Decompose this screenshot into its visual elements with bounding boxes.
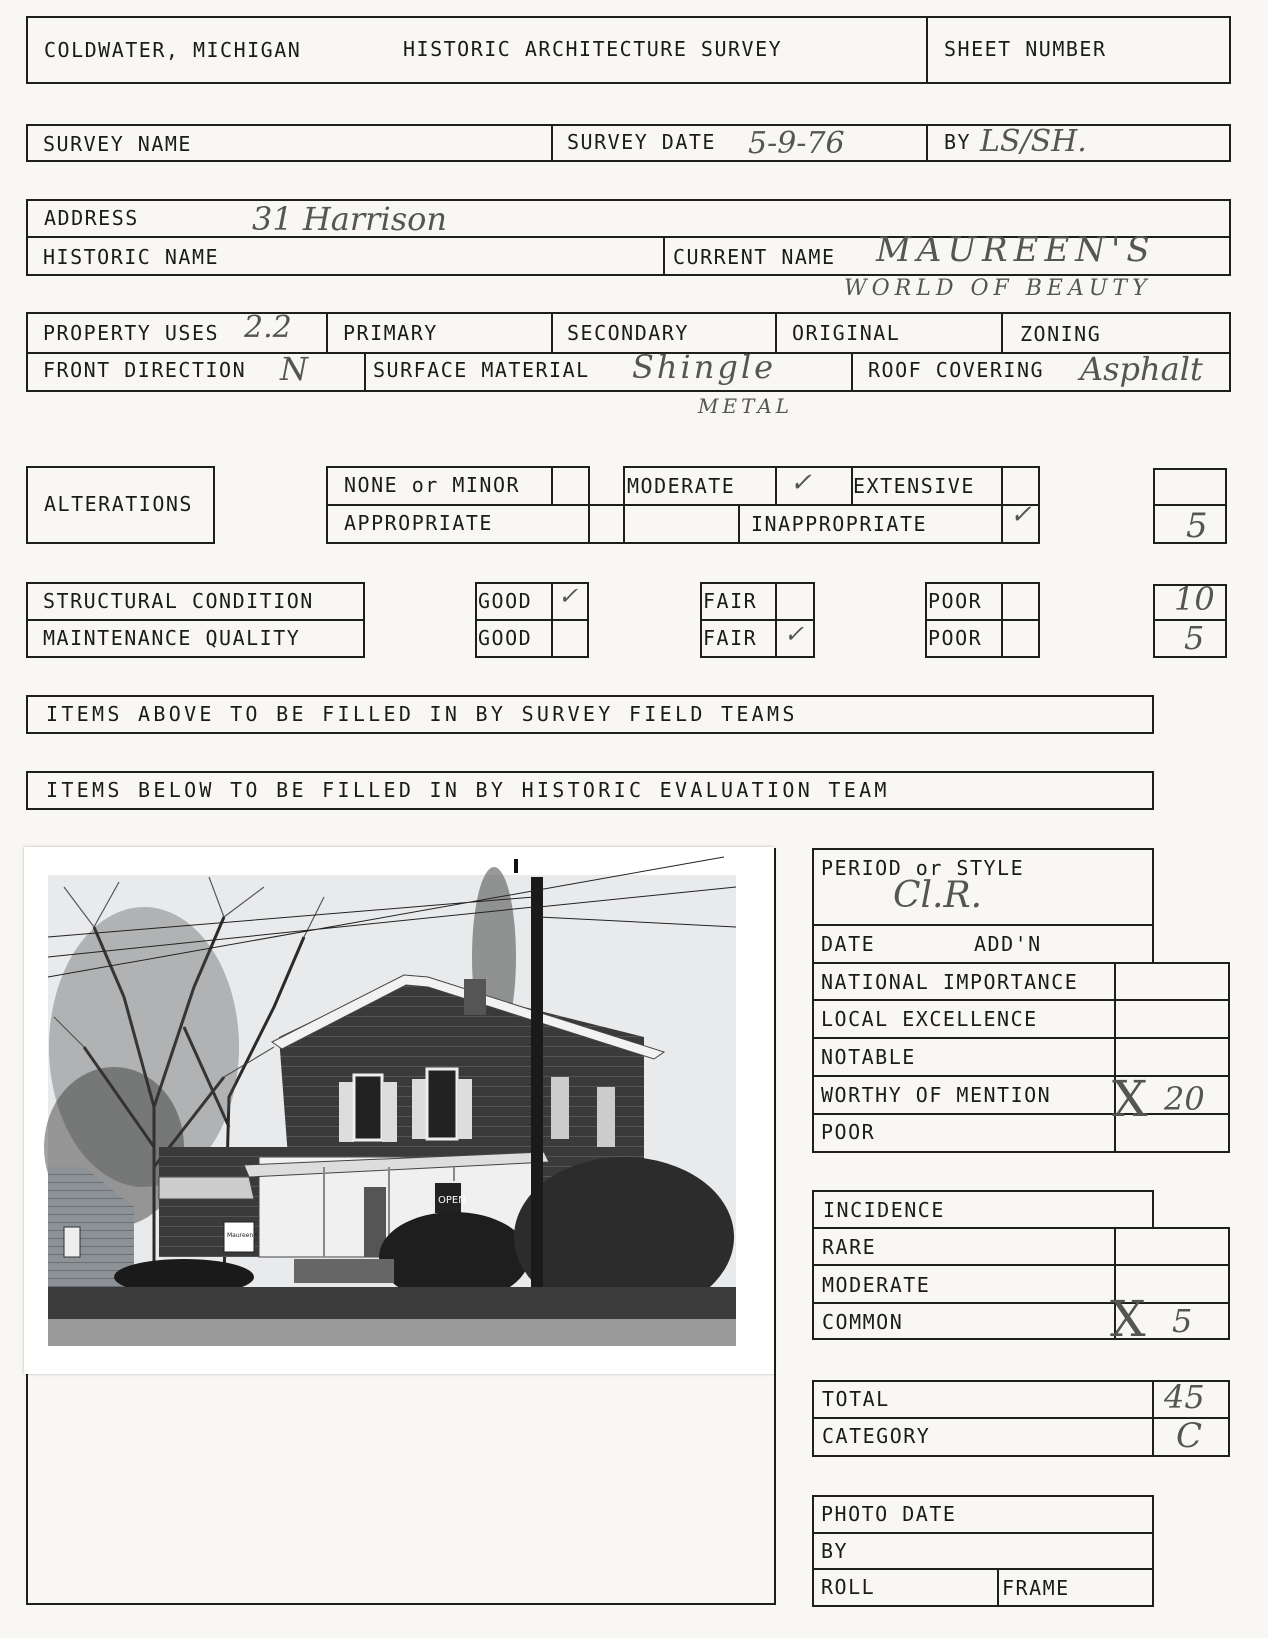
primary-label: PRIMARY xyxy=(343,321,438,345)
secondary-label: SECONDARY xyxy=(567,321,689,345)
period-style-label: PERIOD or STYLE xyxy=(821,856,1025,880)
local-excellence-label: LOCAL EXCELLENCE xyxy=(821,1007,1038,1031)
common-label: COMMON xyxy=(822,1310,904,1334)
photo-by-label: BY xyxy=(821,1539,849,1563)
worthy-mark: X xyxy=(1112,1070,1148,1128)
front-direction-label: FRONT DIRECTION xyxy=(43,358,247,382)
property-mid-line xyxy=(26,352,1231,354)
address-label: ADDRESS xyxy=(44,206,139,230)
property-div3 xyxy=(775,312,777,352)
totals-mid xyxy=(812,1417,1230,1419)
alt-v5 xyxy=(775,466,777,506)
survey-title: HISTORIC ARCHITECTURE SURVEY xyxy=(403,37,783,61)
incidence-label: INCIDENCE xyxy=(823,1198,945,1222)
inc-l3 xyxy=(812,1302,1230,1304)
note-above-top xyxy=(26,695,1154,697)
rare-label: RARE xyxy=(822,1235,877,1259)
property-div4 xyxy=(1001,312,1003,352)
eval-l4 xyxy=(812,1037,1230,1039)
note-below-top xyxy=(26,771,1154,773)
good-label-2: GOOD xyxy=(478,626,533,650)
appropriate-label: APPROPRIATE xyxy=(344,511,493,535)
inc-moderate-label: MODERATE xyxy=(822,1273,931,1297)
note-above: ITEMS ABOVE TO BE FILLED IN BY SURVEY FIELD TEAMS xyxy=(46,702,798,726)
period-style-value: Cl.R. xyxy=(893,875,983,916)
house-photo-image xyxy=(24,847,774,1374)
eval-right xyxy=(1228,962,1230,1153)
inc-right xyxy=(1228,1227,1230,1340)
surface-material-value: Shingle xyxy=(632,348,777,386)
eval-poor-label: POOR xyxy=(821,1120,876,1144)
none-minor-label: NONE or MINOR xyxy=(344,473,521,497)
photo-frame-right xyxy=(774,848,776,1605)
inappropriate-check: ✓ xyxy=(1010,500,1032,530)
alt-v7 xyxy=(738,504,740,544)
inc-l1 xyxy=(812,1227,1230,1229)
fair-v xyxy=(775,582,777,658)
totals-col xyxy=(1152,1380,1154,1457)
photo-info-l1 xyxy=(812,1532,1154,1534)
note-below: ITEMS BELOW TO BE FILLED IN BY HISTORIC EVALUATION TEAM xyxy=(46,778,890,802)
eval-top xyxy=(812,848,1154,850)
current-name-value-2: WORLD OF BEAUTY xyxy=(844,276,1152,301)
city-title: COLDWATER, MICHIGAN xyxy=(44,38,302,62)
alt-v2 xyxy=(551,466,553,506)
fair-label-1: FAIR xyxy=(703,589,758,613)
good-v xyxy=(551,582,553,658)
address-value: 31 Harrison xyxy=(252,200,447,238)
property-div6 xyxy=(851,352,853,392)
survey-date-value: 5-9-76 xyxy=(748,126,845,161)
photo-frame-bottom xyxy=(26,1603,776,1605)
alterations-score: 5 xyxy=(1186,506,1208,546)
eval-bottom xyxy=(812,1151,1230,1153)
structural-score: 10 xyxy=(1174,580,1215,618)
poor-label-1: POOR xyxy=(928,589,983,613)
moderate-check: ✓ xyxy=(790,468,812,498)
photo-info-div xyxy=(997,1568,999,1607)
alt-v3 xyxy=(588,466,590,544)
national-importance-label: NATIONAL IMPORTANCE xyxy=(821,970,1079,994)
note-above-left xyxy=(26,695,28,734)
cond-label-mid xyxy=(26,619,365,621)
front-direction-value: N xyxy=(280,350,308,388)
roof-covering-value: Asphalt xyxy=(1080,350,1203,388)
notable-label: NOTABLE xyxy=(821,1045,916,1069)
alt-v8 xyxy=(1001,466,1003,544)
worthy-score: 20 xyxy=(1164,1080,1205,1118)
extensive-label: EXTENSIVE xyxy=(853,474,975,498)
worthy-of-mention-label: WORTHY OF MENTION xyxy=(821,1083,1052,1107)
moderate-label: MODERATE xyxy=(627,474,736,498)
survey-date-label: SURVEY DATE xyxy=(567,130,716,154)
category-value: C xyxy=(1176,1416,1203,1456)
alt-mid xyxy=(326,504,1040,506)
inappropriate-label: INAPPROPRIATE xyxy=(751,512,928,536)
good-label-1: GOOD xyxy=(478,589,533,613)
eval-l1 xyxy=(812,924,1154,926)
header-divider xyxy=(926,16,928,84)
alt-bottom xyxy=(326,542,1040,544)
eval-right-top xyxy=(1152,848,1154,963)
alt-v1 xyxy=(326,466,328,544)
good-mid xyxy=(475,619,589,621)
photo-date-label: PHOTO DATE xyxy=(821,1502,957,1526)
common-score: 5 xyxy=(1172,1302,1193,1340)
note-above-bottom xyxy=(26,732,1154,734)
poor-mid xyxy=(925,619,1040,621)
eval-l3 xyxy=(812,999,1230,1001)
open-sign: OPEN xyxy=(438,1195,466,1206)
poor-label-2: POOR xyxy=(928,626,983,650)
note-below-left xyxy=(26,771,28,810)
roll-label: ROLL xyxy=(821,1575,876,1599)
photo-info-l2 xyxy=(812,1568,1154,1570)
current-name-value: MAUREEN'S xyxy=(876,230,1156,270)
structural-good-check: ✓ xyxy=(558,582,579,610)
total-label: TOTAL xyxy=(822,1387,890,1411)
original-label: ORIGINAL xyxy=(792,321,901,345)
fair-label-2: FAIR xyxy=(703,626,758,650)
property-uses-value: 2.2 xyxy=(244,310,292,345)
inc-bottom xyxy=(812,1338,1230,1340)
by-label: BY xyxy=(944,130,972,154)
maintenance-quality-label: MAINTENANCE QUALITY xyxy=(43,626,301,650)
note-above-right xyxy=(1152,695,1154,734)
current-name-label: CURRENT NAME xyxy=(673,245,836,269)
survey-row-div1 xyxy=(551,124,553,162)
alt-v4 xyxy=(623,466,625,544)
surface-material-value-2: METAL xyxy=(698,394,794,418)
property-div2 xyxy=(551,312,553,352)
category-label: CATEGORY xyxy=(822,1424,931,1448)
date-label: DATE xyxy=(821,932,876,956)
shop-sign: Maureen's xyxy=(227,1232,258,1239)
addn-label: ADD'N xyxy=(974,932,1042,956)
property-div5 xyxy=(364,352,366,392)
total-value: 45 xyxy=(1164,1378,1205,1416)
roof-covering-label: ROOF COVERING xyxy=(868,358,1045,382)
structural-condition-label: STRUCTURAL CONDITION xyxy=(43,589,314,613)
alt-top-b xyxy=(623,466,1040,468)
common-mark: X xyxy=(1110,1290,1146,1348)
property-div1 xyxy=(326,312,328,352)
poor-v xyxy=(1001,582,1003,658)
survey-row-left xyxy=(26,124,28,162)
alterations-label: ALTERATIONS xyxy=(44,492,193,516)
sheet-number-label: SHEET NUMBER xyxy=(944,37,1107,61)
address-div xyxy=(663,236,665,276)
note-below-right xyxy=(1152,771,1154,810)
note-below-bottom xyxy=(26,808,1154,810)
eval-l2 xyxy=(812,962,1230,964)
inc-right-top xyxy=(1152,1190,1154,1228)
survey-row-right xyxy=(1229,124,1231,162)
alt-v9 xyxy=(1038,466,1040,544)
property-uses-label: PROPERTY USES xyxy=(43,321,220,345)
survey-row-bottom xyxy=(26,160,1231,162)
inc-top xyxy=(812,1190,1154,1192)
by-value: LS/SH. xyxy=(980,124,1087,159)
eval-l5 xyxy=(812,1075,1230,1077)
maintenance-fair-check: ✓ xyxy=(784,620,805,648)
inc-l2 xyxy=(812,1264,1230,1266)
surface-material-label: SURFACE MATERIAL xyxy=(373,358,590,382)
frame-label: FRAME xyxy=(1002,1576,1070,1600)
survey-name-label: SURVEY NAME xyxy=(43,132,192,156)
historic-name-label: HISTORIC NAME xyxy=(43,245,220,269)
survey-row-div2 xyxy=(926,124,928,162)
house-photo xyxy=(24,847,774,1374)
maintenance-score: 5 xyxy=(1184,619,1205,657)
zoning-label: ZONING xyxy=(1020,322,1102,346)
